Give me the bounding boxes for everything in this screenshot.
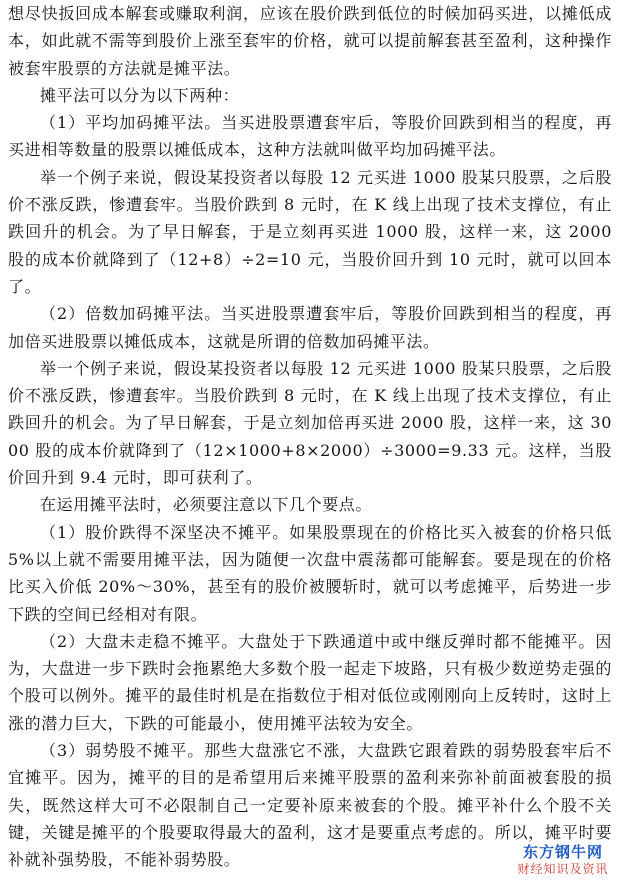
document-page — [8, 0, 612, 883]
paragraph-intro-continuation: 想尽快扳回成本解套或赚取利润，应该在股价跌到低位的时候加码买进，以摊低成本，如此就不需等到股价上涨至套牢的价格，就可以提前解套甚至盈利，这种操作被套牢股票的方法就是摊平法。 — [8, 4, 612, 78]
paragraph-average-example: 举一个例子来说，假设某投资者以每股 12 元买进 1000 股某只股票，之后股价不涨反跌，惨遭套牢。当股价跌到 8 元时，在 K 线上出现了技术支撑位，有止跌回升的机会。为了早日解套，于是立刻再买进 1000 股，这样一来，这 2000 股的成本价就降到了（12+8）÷2=10 元，当股价回升到 10 元时，就可以回本了。 — [8, 167, 612, 296]
paragraph-multiple-method: （2）倍数加码摊平法。当买进股票遭套牢后，等股价回跌到相当的程度，再加倍买进股票以摊低成本，这就是所谓的倍数加码摊平法。 — [8, 304, 612, 351]
paragraph-point-2: （2）大盘未走稳不摊平。大盘处于下跌通道中或中继反弹时都不能摊平。因为，大盘进一步下跌时会拖累绝大多数个股一起走下坡路，只有极少数逆势走强的个股可以例外。摊平的最佳时机是在指数位于相对低位或刚刚向上反转时，这时上涨的潜力巨大，下跌的可能最小，使用摊平法较为安全。 — [8, 631, 612, 733]
paragraph-point-3: （3）弱势股不摊平。那些大盘涨它不涨，大盘跌它跟着跌的弱势股套牢后不宜摊平。因为，摊平的目的是希望用后来摊平股票的盈利来弥补前面被套股的损失，既然这样大可不必限制自己一定要补原来被套的个股。摊平补什么个股不关键，关键是摊平的个股要取得最大的盈利，这才是要重点考虑的。所以，摊平时要补就补强势股，不能补弱势股。 — [8, 741, 612, 870]
paragraph-two-methods: 摊平法可以分为以下两种： — [40, 85, 240, 105]
paragraph-point-1: （1）股价跌得不深坚决不摊平。如果股票现在的价格比买入被套的价格只低 5%以上就不需要用摊平法，因为随便一次盘中震荡都可能解套。要是现在的价格比买入价低 20%～30%，甚至有的股价被腰斩时，就可以考虑摊平，后势进一步下跌的空间已经相对有限。 — [8, 522, 612, 624]
watermark-tagline: 财经知识及资讯 — [510, 861, 616, 877]
paragraph-average-method: （1）平均加码摊平法。当买进股票遭套牢后，等股价回跌到相当的程度，再买进相等数量的股票以摊低成本，这种方法就叫做平均加码摊平法。 — [8, 113, 612, 160]
paragraph-multiple-example: 举一个例子来说，假设某投资者以每股 12 元买进 1000 股某只股票，之后股价不涨反跌，惨遭套牢。当股价跌到 8 元时，在 K 线上出现了技术支撑位，有止跌回升的机会。为了早日解套，于是立刻加倍再买进 2000 股，这样一来，这 3000 股的成本价就降到了（12×1000+8×2000）÷3000=9.33 元。这样，当股价回升到 9.4 元时，即可获利了。 — [8, 358, 612, 488]
paragraph-key-points: 在运用摊平法时，必须要注意以下几个要点。 — [40, 495, 373, 515]
site-watermark — [510, 843, 616, 879]
watermark-site-name: 东方钢牛网 — [510, 843, 616, 861]
